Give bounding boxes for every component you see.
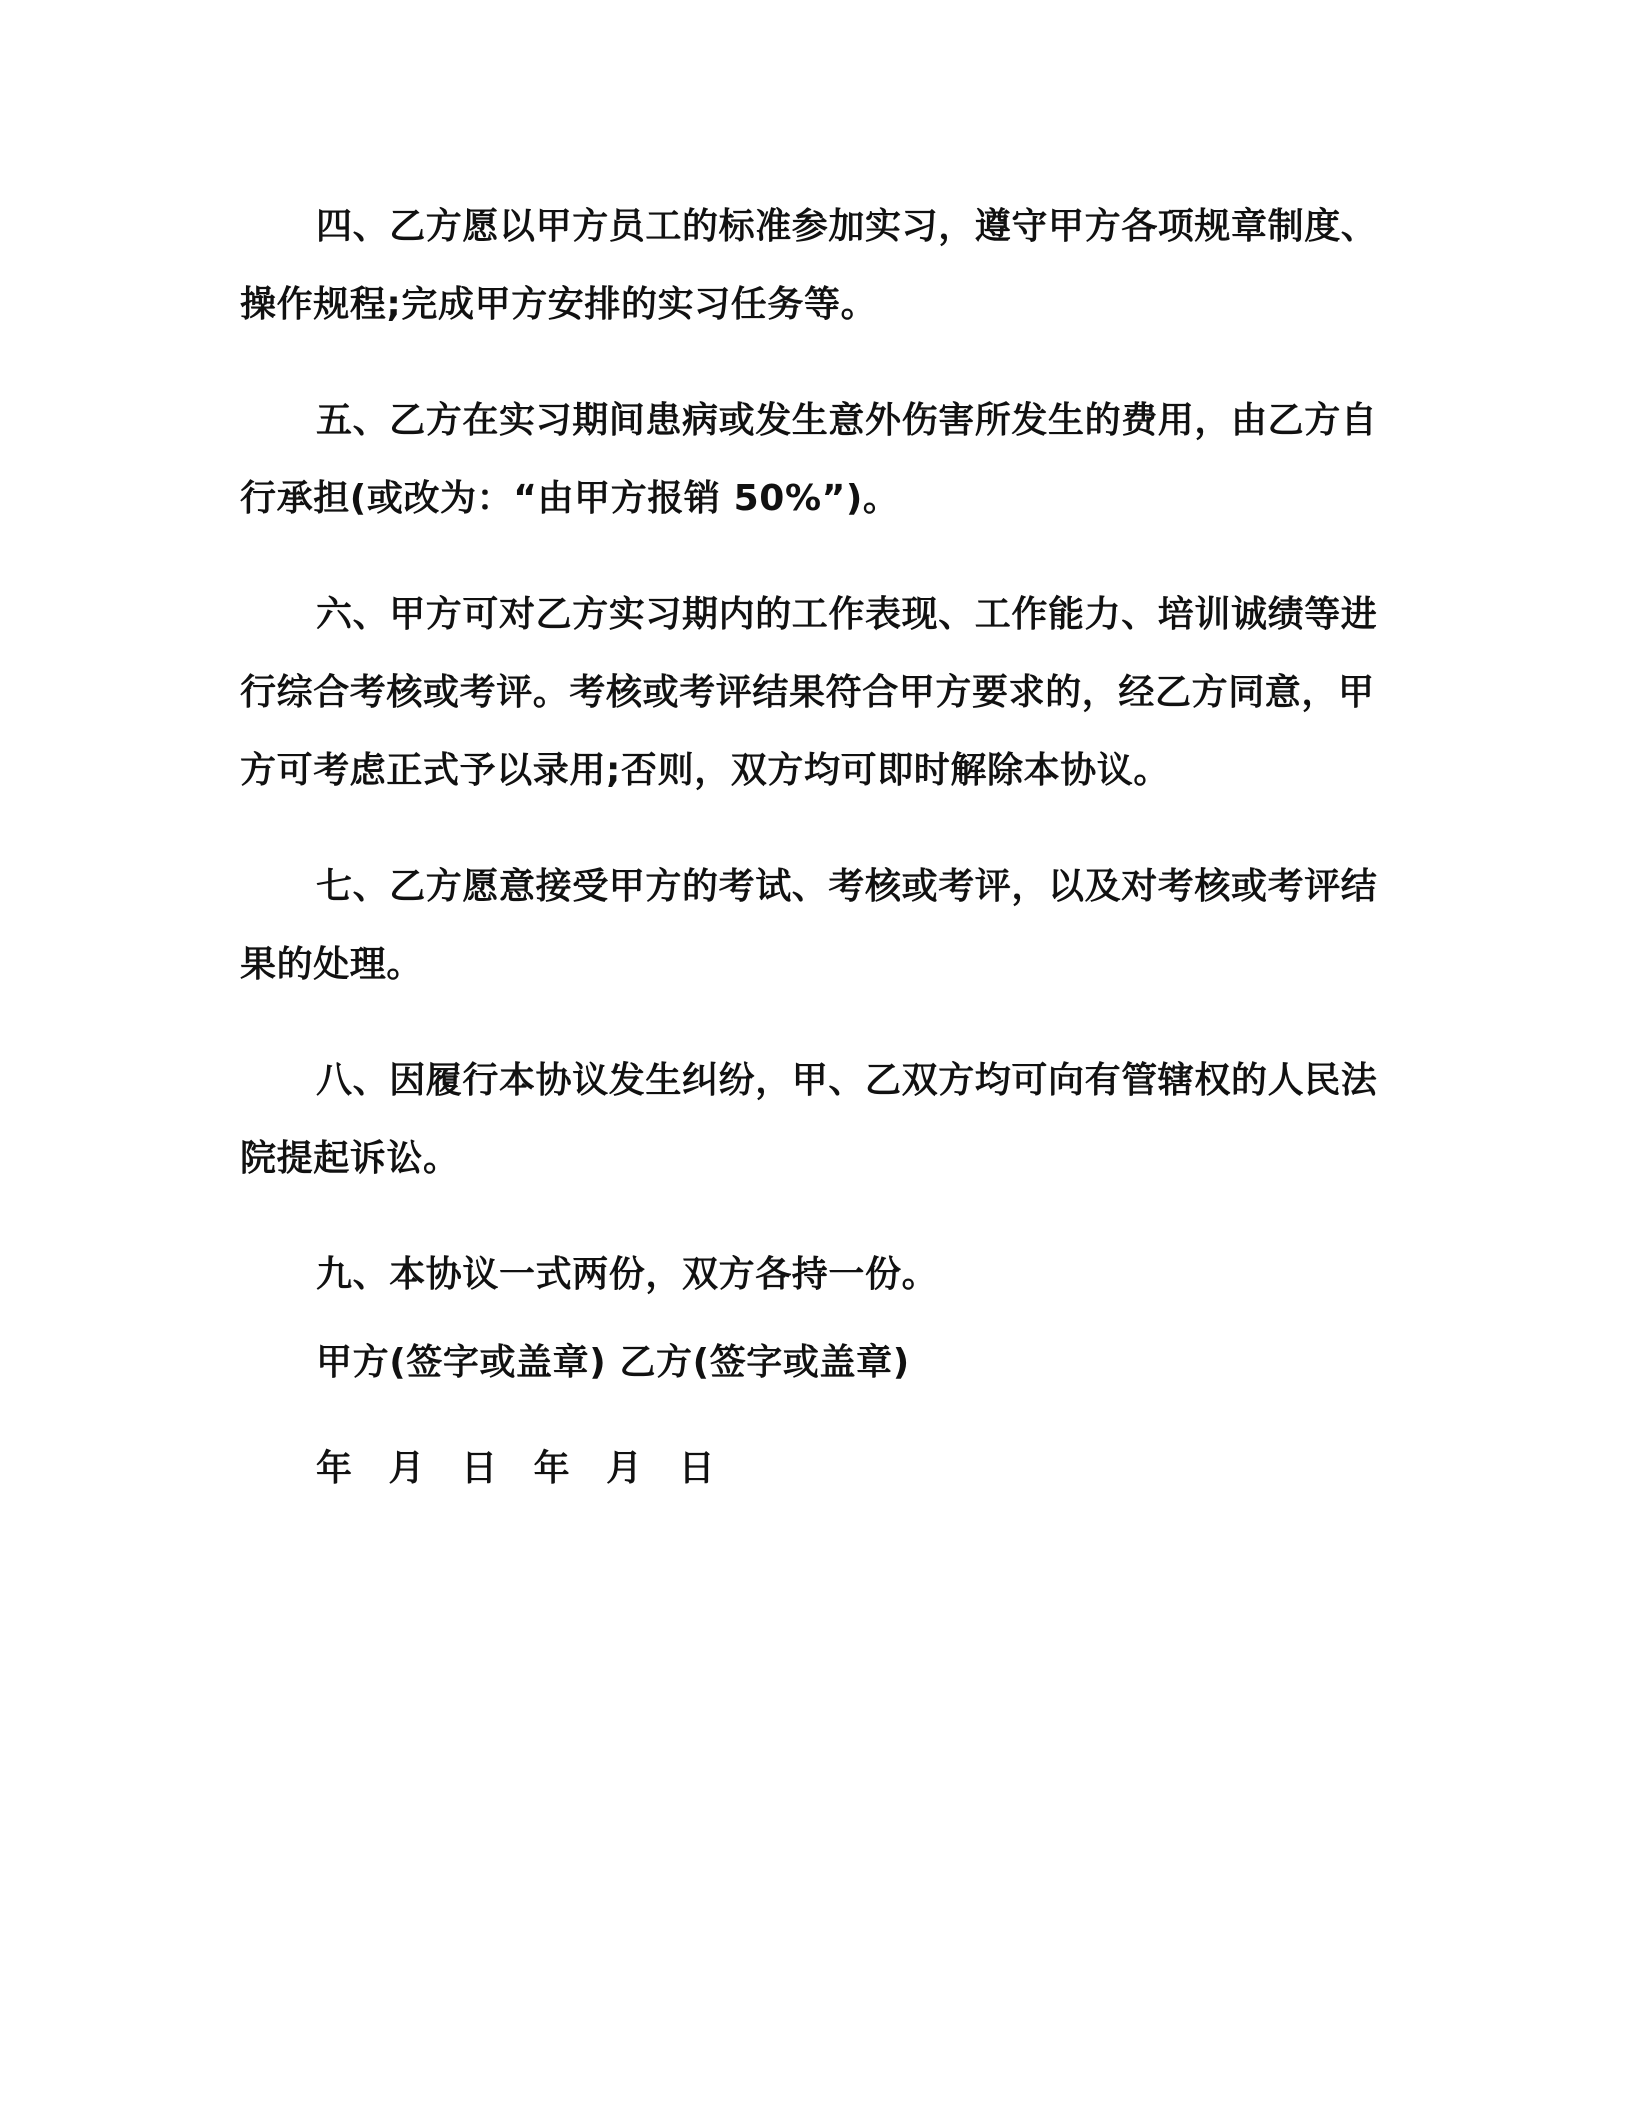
clause-7-paragraph: 七、乙方愿意接受甲方的考试、考核或考评，以及对考核或考评结果的处理。 [240,866,1378,985]
signature-line: 甲方(签字或盖章) 乙方(签字或盖章) [316,1342,910,1383]
clause-9-paragraph: 九、本协议一式两份，双方各持一份。 [316,1254,939,1295]
clause-6-paragraph: 六、甲方可对乙方实习期内的工作表现、工作能力、培训诚绩等进行综合考核或考评。考核或考评结果符合甲方要求的，经乙方同意，甲方可考虑正式予以录用;否则，双方均可即时解除本协议。 [240,594,1378,791]
clause-4-paragraph: 四、乙方愿以甲方员工的标准参加实习，遵守甲方各项规章制度、操作规程;完成甲方安排的实习任务等。 [240,206,1378,325]
document-body [240,188,1380,1508]
date-line: 年 月 日 年 月 日 [316,1448,727,1489]
clause-5-paragraph: 五、乙方在实习期间患病或发生意外伤害所发生的费用，由乙方自行承担(或改为：“由甲方报销 50%”)。 [240,400,1378,519]
clause-8-paragraph: 八、因履行本协议发生纠纷，甲、乙双方均可向有管辖权的人民法院提起诉讼。 [240,1060,1378,1179]
